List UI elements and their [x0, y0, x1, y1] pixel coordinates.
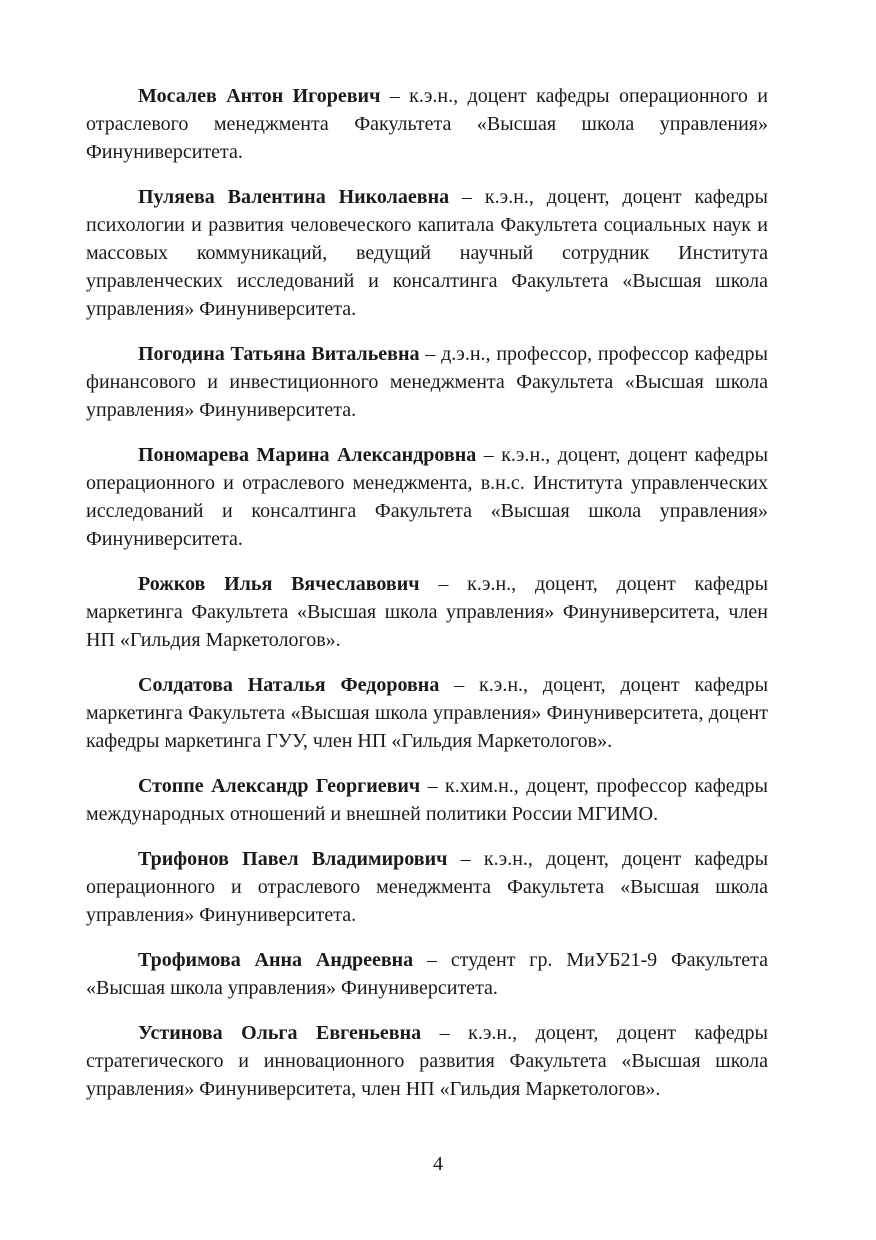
author-entry-trifonov — [86, 845, 768, 929]
author-entry-ponomareva — [86, 441, 768, 553]
author-description: – к.э.н., доцент, доцент кафедры маркетинга Факультета «Высшая школа управления» Финуниверситета, доцент кафедры маркетинга ГУУ, член НП «Гильдия Маркетологов». — [86, 674, 769, 752]
author-name: Трофимова Анна Андреевна — [138, 949, 414, 971]
author-description: – к.хим.н., доцент, профессор кафедры международных отношений и внешней политики России МГИМО. — [86, 775, 768, 825]
author-list — [86, 82, 768, 1120]
author-name: Пономарева Марина Александровна — [138, 444, 477, 466]
author-name: Трифонов Павел Владимирович — [138, 848, 448, 870]
author-entry-rozhkov — [86, 570, 768, 654]
author-description: – к.э.н., доцент кафедры операционного и отраслевого менеджмента Факультета «Высшая школа управления» Финуниверситета. — [86, 85, 769, 163]
author-name: Пуляева Валентина Николаевна — [138, 186, 450, 208]
author-entry-stoppe — [86, 772, 768, 828]
author-description: – студент гр. МиУБ21-9 Факультета «Высшая школа управления» Финуниверситета. — [86, 949, 769, 999]
author-name: Солдатова Наталья Федоровна — [138, 674, 440, 696]
author-entry-soldatova — [86, 671, 768, 755]
author-name: Устинова Ольга Евгеньевна — [138, 1022, 422, 1044]
author-entry-mosalev — [86, 82, 768, 166]
author-description: – д.э.н., профессор, профессор кафедры финансового и инвестиционного менеджмента Факультета «Высшая школа управления» Финуниверситета. — [86, 343, 768, 421]
author-name: Погодина Татьяна Витальевна — [138, 343, 420, 365]
author-entry-pogodina — [86, 340, 768, 424]
author-description: – к.э.н., доцент, доцент кафедры психологии и развития человеческого капитала Факультета социальных наук и массовых коммуникаций, ведущий научный сотрудник Института управленческих исследований и консалтинга Факультета «Высшая школа управления» Финуниверситета. — [86, 186, 768, 320]
author-name: Рожков Илья Вячеславович — [138, 573, 420, 595]
author-name: Мосалев Антон Игоревич — [138, 85, 381, 107]
author-description: – к.э.н., доцент, доцент кафедры стратегического и инновационного развития Факультета «Высшая школа управления» Финуниверситета, член НП «Гильдия Маркетологов». — [86, 1022, 768, 1100]
author-description: – к.э.н., доцент, доцент кафедры маркетинга Факультета «Высшая школа управления» Финуниверситета, член НП «Гильдия Маркетологов». — [86, 573, 769, 651]
author-entry-trofimova — [86, 946, 768, 1002]
author-name: Стоппе Александр Георгиевич — [138, 775, 421, 797]
author-description: – к.э.н., доцент, доцент кафедры операционного и отраслевого менеджмента Факультета «Высшая школа управления» Финуниверситета. — [86, 848, 769, 926]
page-number: 4 — [433, 1153, 443, 1175]
author-description: – к.э.н., доцент, доцент кафедры операционного и отраслевого менеджмента, в.н.с. Института управленческих исследований и консалтинга Факультета «Высшая школа управления» Финуниверситета. — [86, 444, 769, 550]
author-entry-ustinova — [86, 1019, 768, 1103]
author-entry-pulyaeva — [86, 183, 768, 323]
